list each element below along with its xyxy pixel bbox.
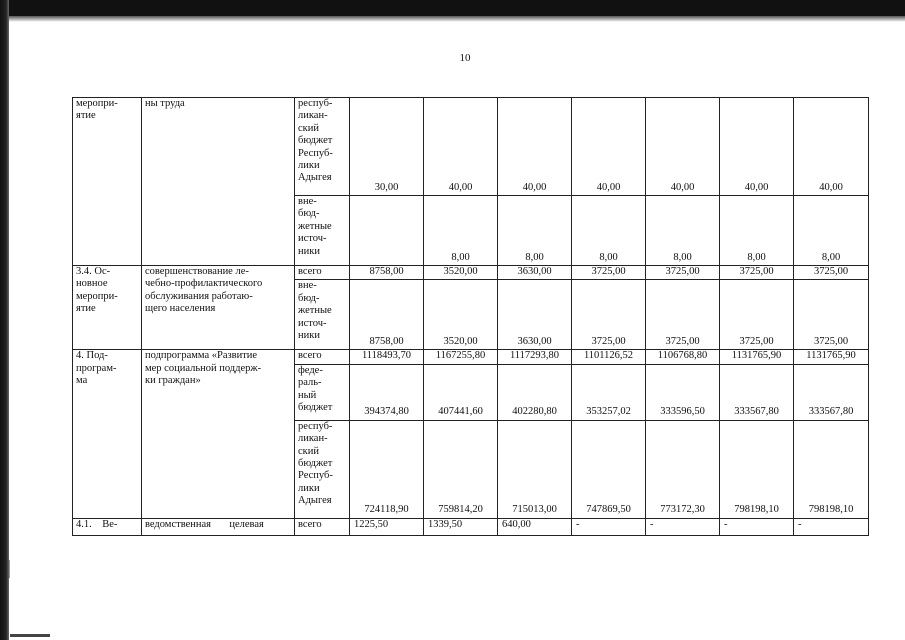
name-cell: совершенствование ле- чебно-профилактического обслуживания работаю- щего населения [142, 266, 295, 350]
value-cell: 3520,00 [424, 280, 498, 350]
value-cell: 3725,00 [794, 280, 869, 350]
value-cell: 8758,00 [350, 266, 424, 280]
value-cell: 1131765,90 [720, 350, 794, 364]
source-cell: вне- бюд- жетные источ- ники [295, 280, 350, 350]
value-cell: 40,00 [424, 98, 498, 196]
value-cell: 773172,30 [646, 420, 720, 518]
value-cell: 402280,80 [498, 364, 572, 420]
page-number: 10 [459, 52, 471, 64]
value-cell: 1117293,80 [498, 350, 572, 364]
value-cell: 8,00 [646, 196, 720, 266]
value-cell: 40,00 [720, 98, 794, 196]
value-cell: 1225,50 [350, 518, 424, 535]
value-cell: 3630,00 [498, 266, 572, 280]
value-cell: 40,00 [794, 98, 869, 196]
value-cell: 8758,00 [350, 280, 424, 350]
source-cell: феде- раль- ный бюджет [295, 364, 350, 420]
source-cell: респуб- ликан- ский бюджет Респуб- лики Адыгея [295, 420, 350, 518]
value-cell: 1131765,90 [794, 350, 869, 364]
table-row [73, 350, 869, 364]
value-cell: 333567,80 [720, 364, 794, 420]
value-cell: 8,00 [424, 196, 498, 266]
value-cell: 40,00 [572, 98, 646, 196]
scan-left-border [0, 0, 9, 640]
value-cell: 353257,02 [572, 364, 646, 420]
value-cell: 333567,80 [794, 364, 869, 420]
value-cell: - [646, 518, 720, 535]
value-cell: 798198,10 [794, 420, 869, 518]
value-cell: 724118,90 [350, 420, 424, 518]
value-cell: 3725,00 [572, 266, 646, 280]
value-cell: 1101126,52 [572, 350, 646, 364]
event-cell: меропри- ятие [73, 98, 142, 266]
value-cell: 640,00 [498, 518, 572, 535]
value-cell: 8,00 [720, 196, 794, 266]
value-cell: 30,00 [350, 98, 424, 196]
scan-artifact [10, 634, 50, 637]
value-cell: 3725,00 [720, 280, 794, 350]
scan-top-border [0, 0, 905, 16]
value-cell: 715013,00 [498, 420, 572, 518]
value-cell: 1106768,80 [646, 350, 720, 364]
event-cell: 4. Под- програм- ма [73, 350, 142, 518]
value-cell: 798198,10 [720, 420, 794, 518]
source-cell: всего [295, 350, 350, 364]
budget-table [72, 97, 869, 536]
value-cell: 3725,00 [646, 266, 720, 280]
value-cell: 1167255,80 [424, 350, 498, 364]
name-cell: подпрограмма «Развитие мер социальной поддерж- ки граждан» [142, 350, 295, 518]
value-cell: 8,00 [572, 196, 646, 266]
value-cell: 3630,00 [498, 280, 572, 350]
value-cell: 3725,00 [646, 280, 720, 350]
value-cell: 3725,00 [720, 266, 794, 280]
name-cell: ны труда [142, 98, 295, 266]
event-cell: 3.4. Ос- новное меропри- ятие [73, 266, 142, 350]
value-cell: 1339,50 [424, 518, 498, 535]
value-cell: 333596,50 [646, 364, 720, 420]
source-cell: респуб- ликан- ский бюджет Респуб- лики Адыгея [295, 98, 350, 196]
value-cell: 3725,00 [794, 266, 869, 280]
value-cell: 394374,80 [350, 364, 424, 420]
scan-artifact [9, 560, 10, 578]
value-cell: 407441,60 [424, 364, 498, 420]
value-cell: 747869,50 [572, 420, 646, 518]
value-cell: 759814,20 [424, 420, 498, 518]
table-row [73, 518, 869, 535]
value-cell: 40,00 [646, 98, 720, 196]
value-cell: 3520,00 [424, 266, 498, 280]
value-cell: 8,00 [498, 196, 572, 266]
source-cell: всего [295, 518, 350, 535]
value-cell: - [572, 518, 646, 535]
value-cell: 1118493,70 [350, 350, 424, 364]
value-cell: 8,00 [794, 196, 869, 266]
table-row [73, 98, 869, 196]
value-cell: - [720, 518, 794, 535]
table-row [73, 266, 869, 280]
event-cell: 4.1. Ве- [73, 518, 142, 535]
value-cell: - [794, 518, 869, 535]
source-cell: всего [295, 266, 350, 280]
value-cell: 3725,00 [572, 280, 646, 350]
value-cell [350, 196, 424, 266]
value-cell: 40,00 [498, 98, 572, 196]
source-cell: вне- бюд- жетные источ- ники [295, 196, 350, 266]
name-cell: ведомственная целевая [142, 518, 295, 535]
